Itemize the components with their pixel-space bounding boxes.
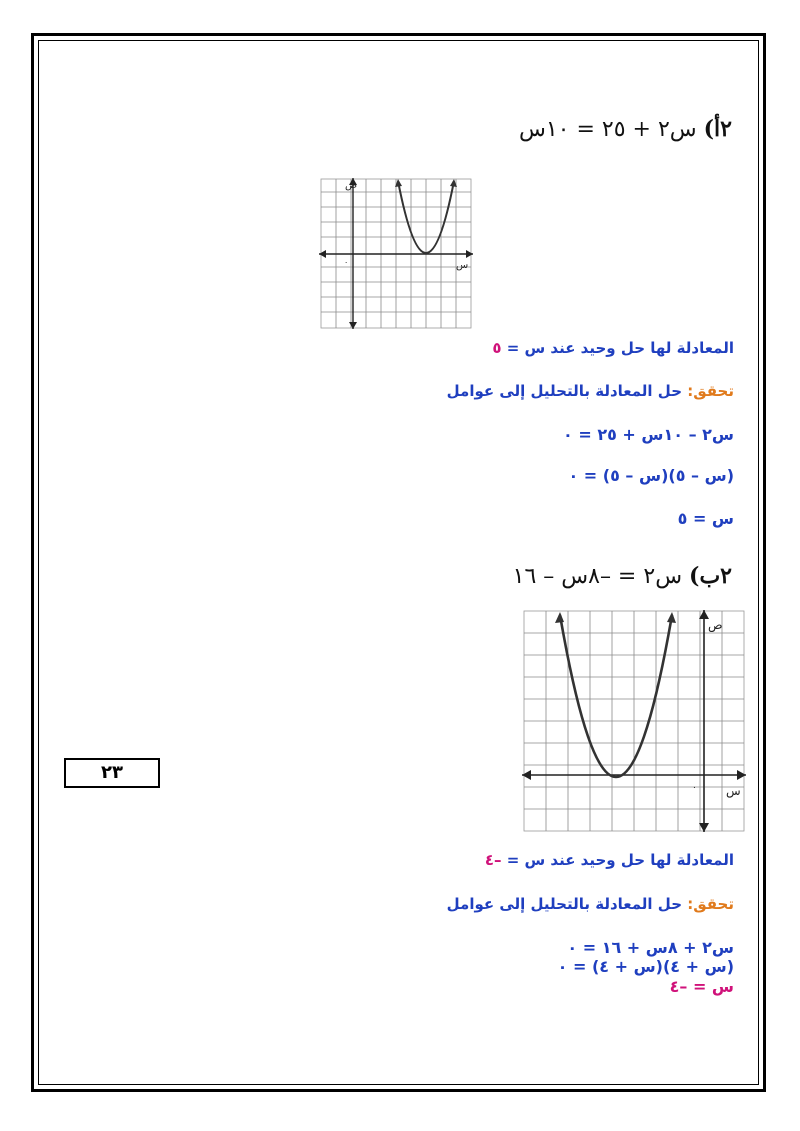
step-b-1: س٢ + ٨س + ١٦ = ٠ — [567, 938, 734, 957]
check-a-label: تحقق: — [687, 382, 734, 400]
graph-b-x-label: س — [726, 784, 741, 798]
problem-a-label: ٢أ) — [703, 116, 732, 142]
check-b-label: تحقق: — [687, 895, 734, 913]
problem-b-heading — [513, 563, 732, 589]
check-b — [447, 895, 734, 913]
step-b-3: س = –٤ — [669, 977, 734, 996]
graph-b-y-label: ص — [708, 618, 723, 632]
step-a-2: (س – ٥)(س – ٥) = ٠ — [568, 466, 734, 485]
conclusion-b-text: المعادلة لها حل وحيد عند س = — [506, 851, 734, 869]
page-number: ٢٣ — [64, 758, 160, 788]
conclusion-b — [485, 851, 734, 869]
step-a-3: س = ٥ — [677, 509, 734, 528]
conclusion-a — [492, 339, 734, 357]
step-b-2: (س + ٤)(س + ٤) = ٠ — [557, 957, 734, 976]
conclusion-a-value: ٥ — [492, 339, 502, 357]
check-a-text: حل المعادلة بالتحليل إلى عوامل — [446, 382, 682, 400]
problem-b-label: ٢ب) — [689, 563, 732, 589]
check-a — [447, 382, 734, 400]
graph-a-origin-label: ٠ — [344, 258, 349, 267]
conclusion-b-value: –٤ — [484, 851, 502, 869]
graph-a-x-label: س — [456, 260, 469, 271]
problem-b-equation: س٢ = –٨س – ١٦ — [512, 564, 683, 589]
graph-b-origin-label: ٠ — [692, 783, 697, 793]
graph-b — [520, 609, 748, 833]
conclusion-a-text: المعادلة لها حل وحيد عند س = — [506, 339, 734, 357]
graph-a-y-label: ص — [345, 180, 358, 191]
step-a-1: س٢ – ١٠س + ٢٥ = ٠ — [563, 425, 734, 444]
check-b-text: حل المعادلة بالتحليل إلى عوامل — [446, 895, 682, 913]
graph-a — [318, 177, 474, 330]
problem-a-heading — [519, 116, 732, 142]
problem-a-equation: س٢ + ٢٥ = ١٠س — [518, 117, 697, 142]
